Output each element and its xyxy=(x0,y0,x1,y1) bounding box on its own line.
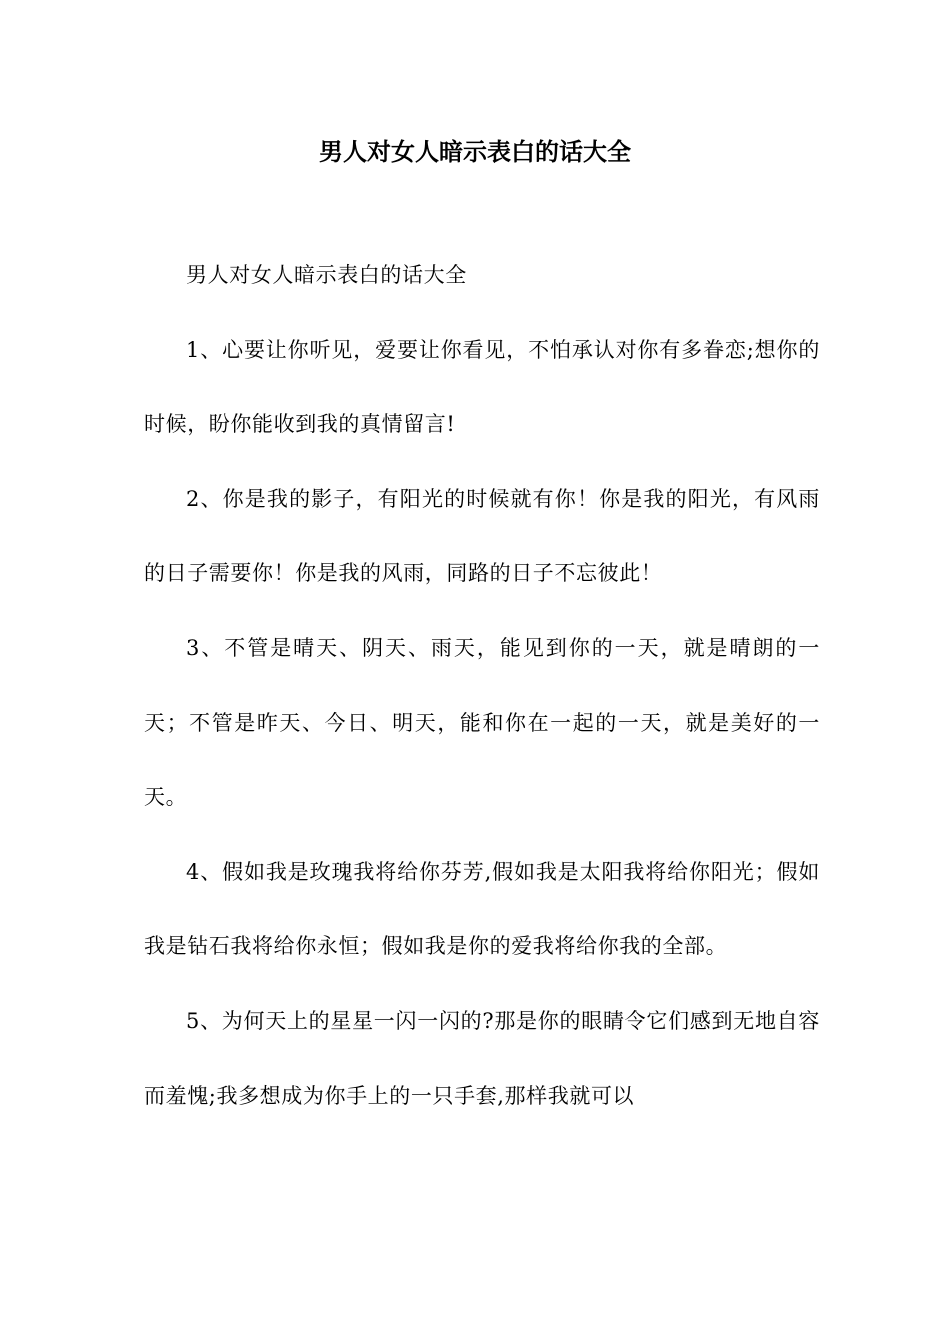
document-body xyxy=(144,238,820,1133)
paragraph-item-5: 5、为何天上的星星一闪一闪的?那是你的眼睛令它们感到无地自容而羞愧;我多想成为你手上的一只手套,那样我就可以 xyxy=(144,1008,820,1108)
paragraph-item-1: 1、心要让你听见，爱要让你看见，不怕承认对你有多眷恋;想你的时候，盼你能收到我的真情留言! xyxy=(144,337,820,437)
document-title: 男人对女人暗示表白的话大全 xyxy=(319,137,631,166)
paragraph-item-2: 2、你是我的影子，有阳光的时候就有你！你是我的阳光，有风雨的日子需要你！你是我的风雨，同路的日子不忘彼此！ xyxy=(144,486,820,586)
paragraph-subtitle: 男人对女人暗示表白的话大全 xyxy=(186,263,467,287)
paragraph-item-3: 3、不管是晴天、阴天、雨天，能见到你的一天，就是晴朗的一天；不管是昨天、今日、明天，能和你在一起的一天，就是美好的一天。 xyxy=(144,635,820,810)
paragraph-item-4: 4、假如我是玫瑰我将给你芬芳,假如我是太阳我将给你阳光；假如我是钻石我将给你永恒；假如我是你的爱我将给你我的全部。 xyxy=(144,859,820,959)
